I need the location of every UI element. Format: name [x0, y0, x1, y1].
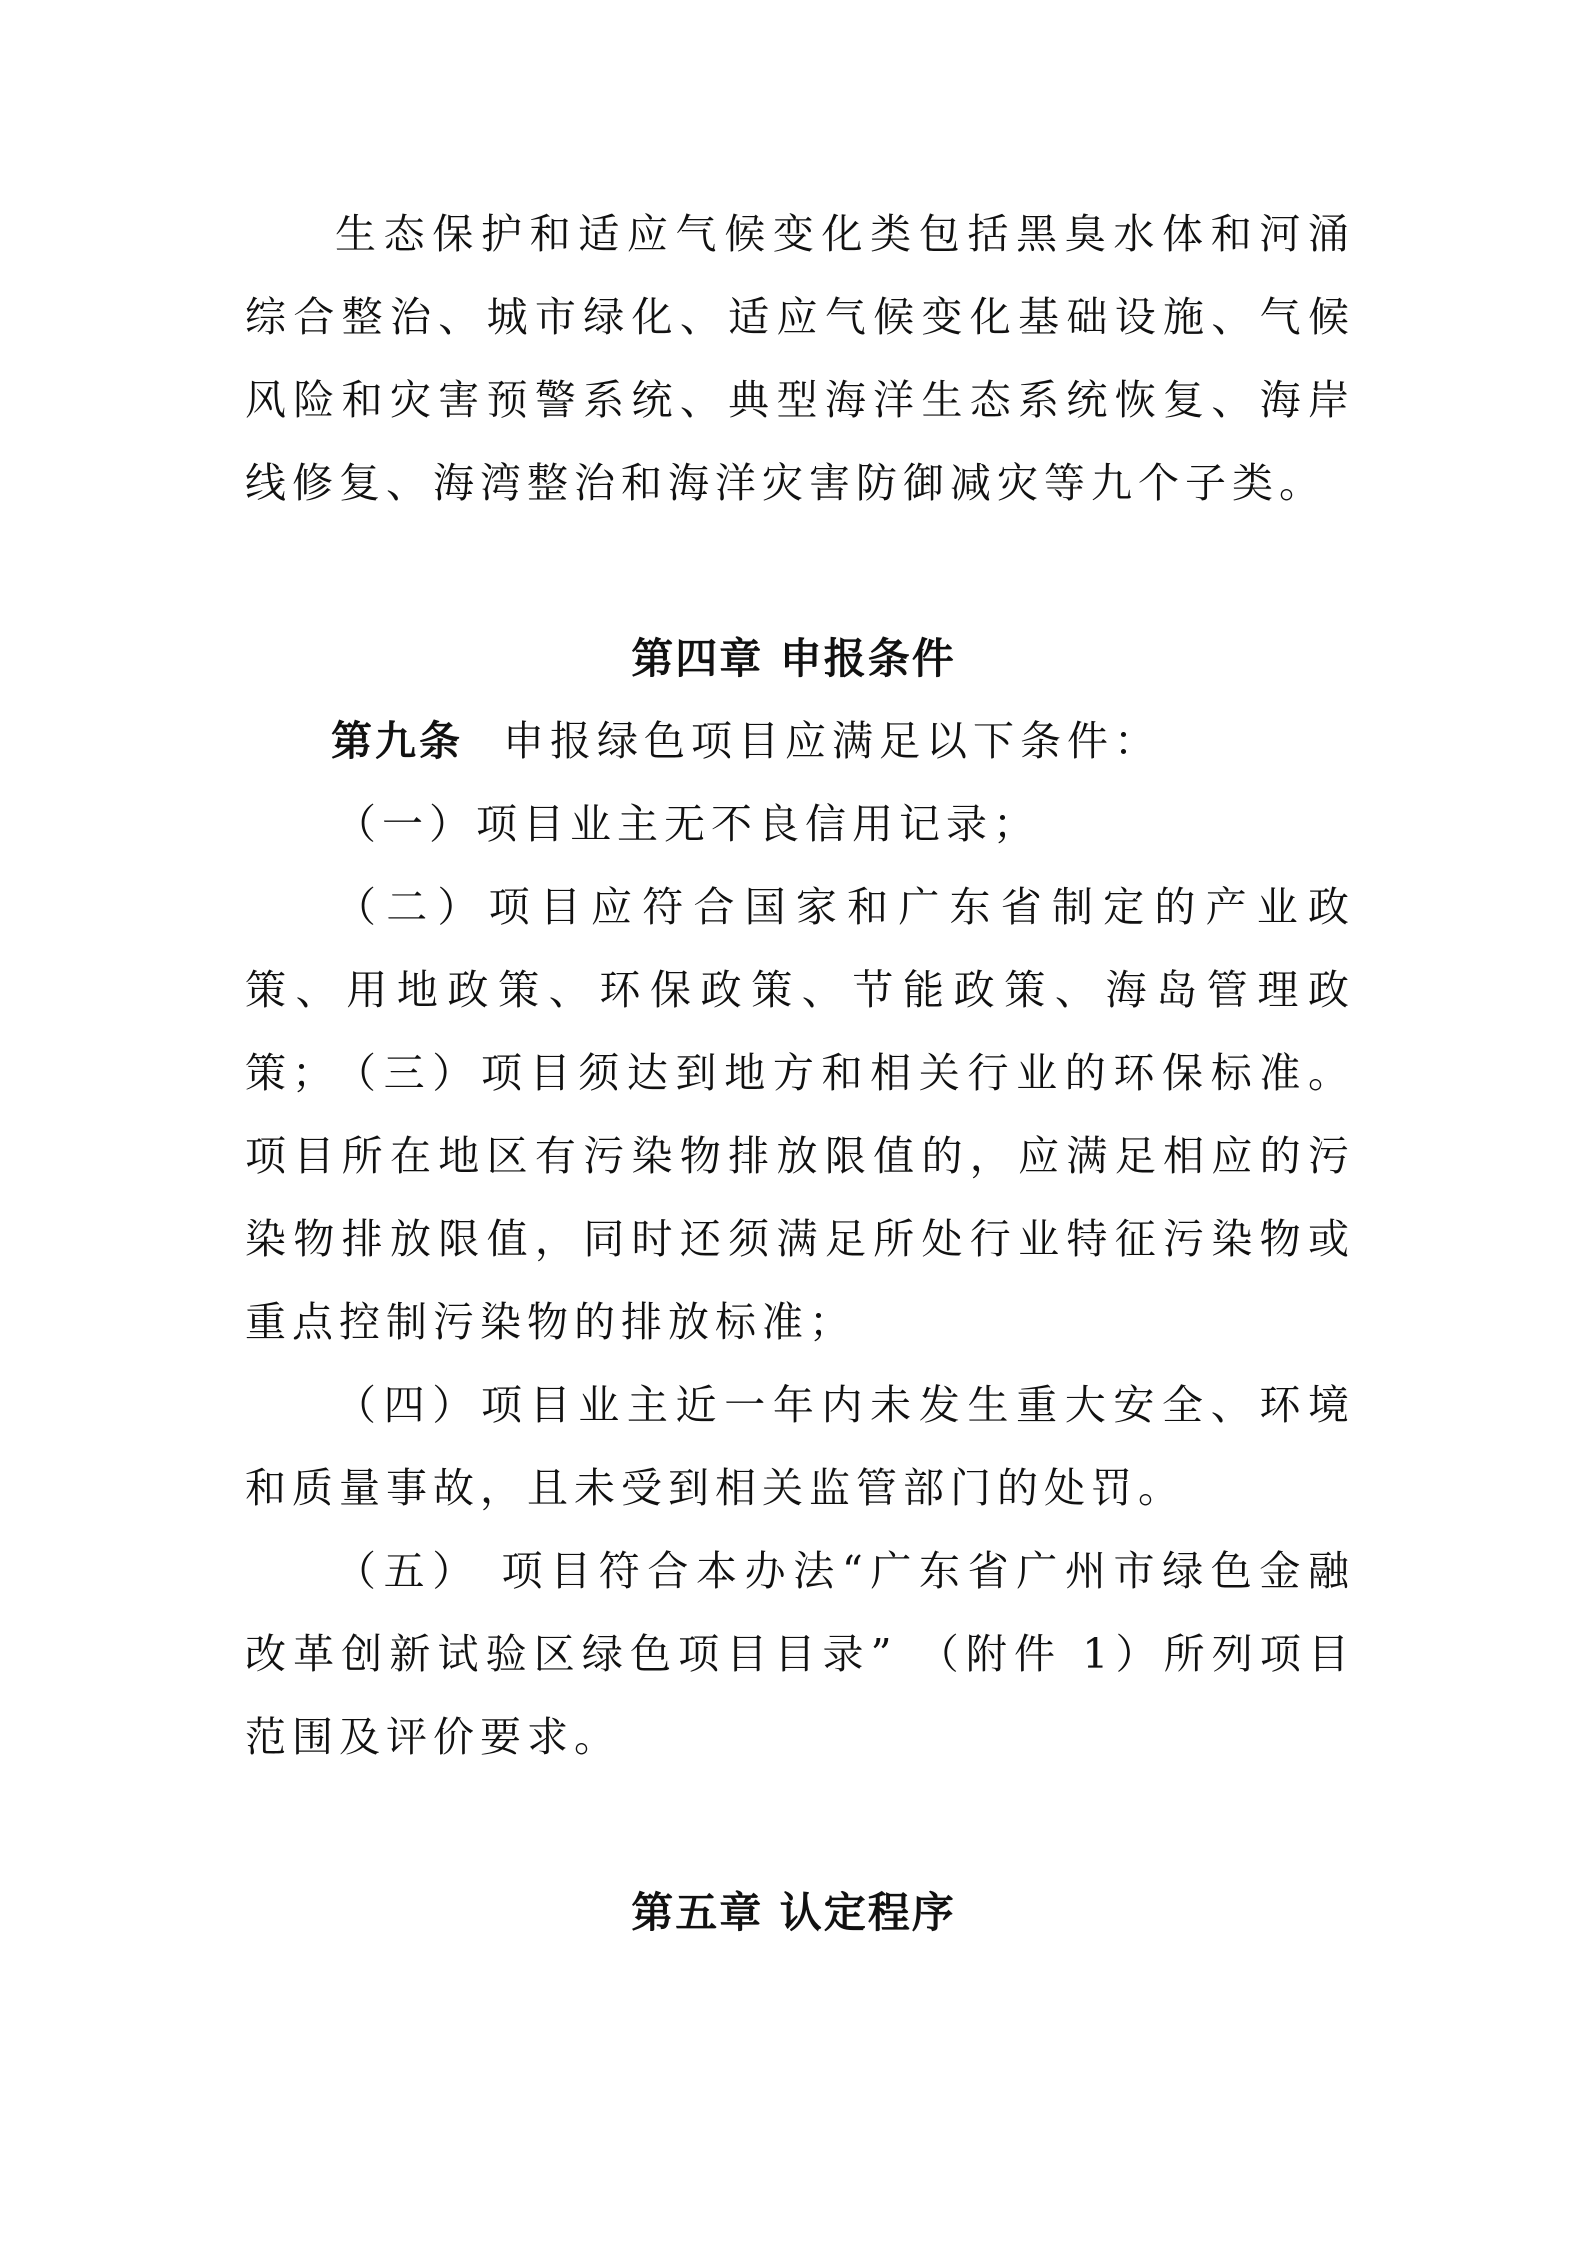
- condition-1: （一）项目业主无不良信用记录；: [335, 800, 1040, 848]
- condition-5: （五） 项目符合本办法“广东省广州市绿色金融改革创新试验区绿色项目目录” （附件 1）所列项目范围及评价要求。: [245, 1547, 1355, 1761]
- article-9-label: 第九条: [331, 717, 463, 765]
- condition-2: （二）项目应符合国家和广东省制定的产业政策、用地政策、环保政策、节能政策、海岛管理政策；: [245, 883, 1355, 1097]
- intro-paragraph: 生态保护和适应气候变化类包括黑臭水体和河涌综合整治、城市绿化、适应气候变化基础设施、气候风险和灾害预警系统、典型海洋生态系统恢复、海岸线修复、海湾整治和海洋灾害防御减灾等九个子类。: [245, 210, 1355, 507]
- chapter-4-title: 第四章 申报条件: [631, 634, 956, 683]
- chapter-5-title: 第五章 认定程序: [631, 1888, 956, 1937]
- article-9: [245, 700, 1355, 783]
- article-9-text: 申报绿色项目应满足以下条件：: [503, 717, 1161, 765]
- condition-3: （三）项目须达到地方和相关行业的环保标准。项目所在地区有污染物排放限值的，应满足相应的污染物排放限值，同时还须满足所处行业特征污染物或重点控制污染物的排放标准；: [245, 1049, 1355, 1346]
- condition-4: （四）项目业主近一年内未发生重大安全、环境和质量事故，且未受到相关监管部门的处罚。: [245, 1381, 1355, 1512]
